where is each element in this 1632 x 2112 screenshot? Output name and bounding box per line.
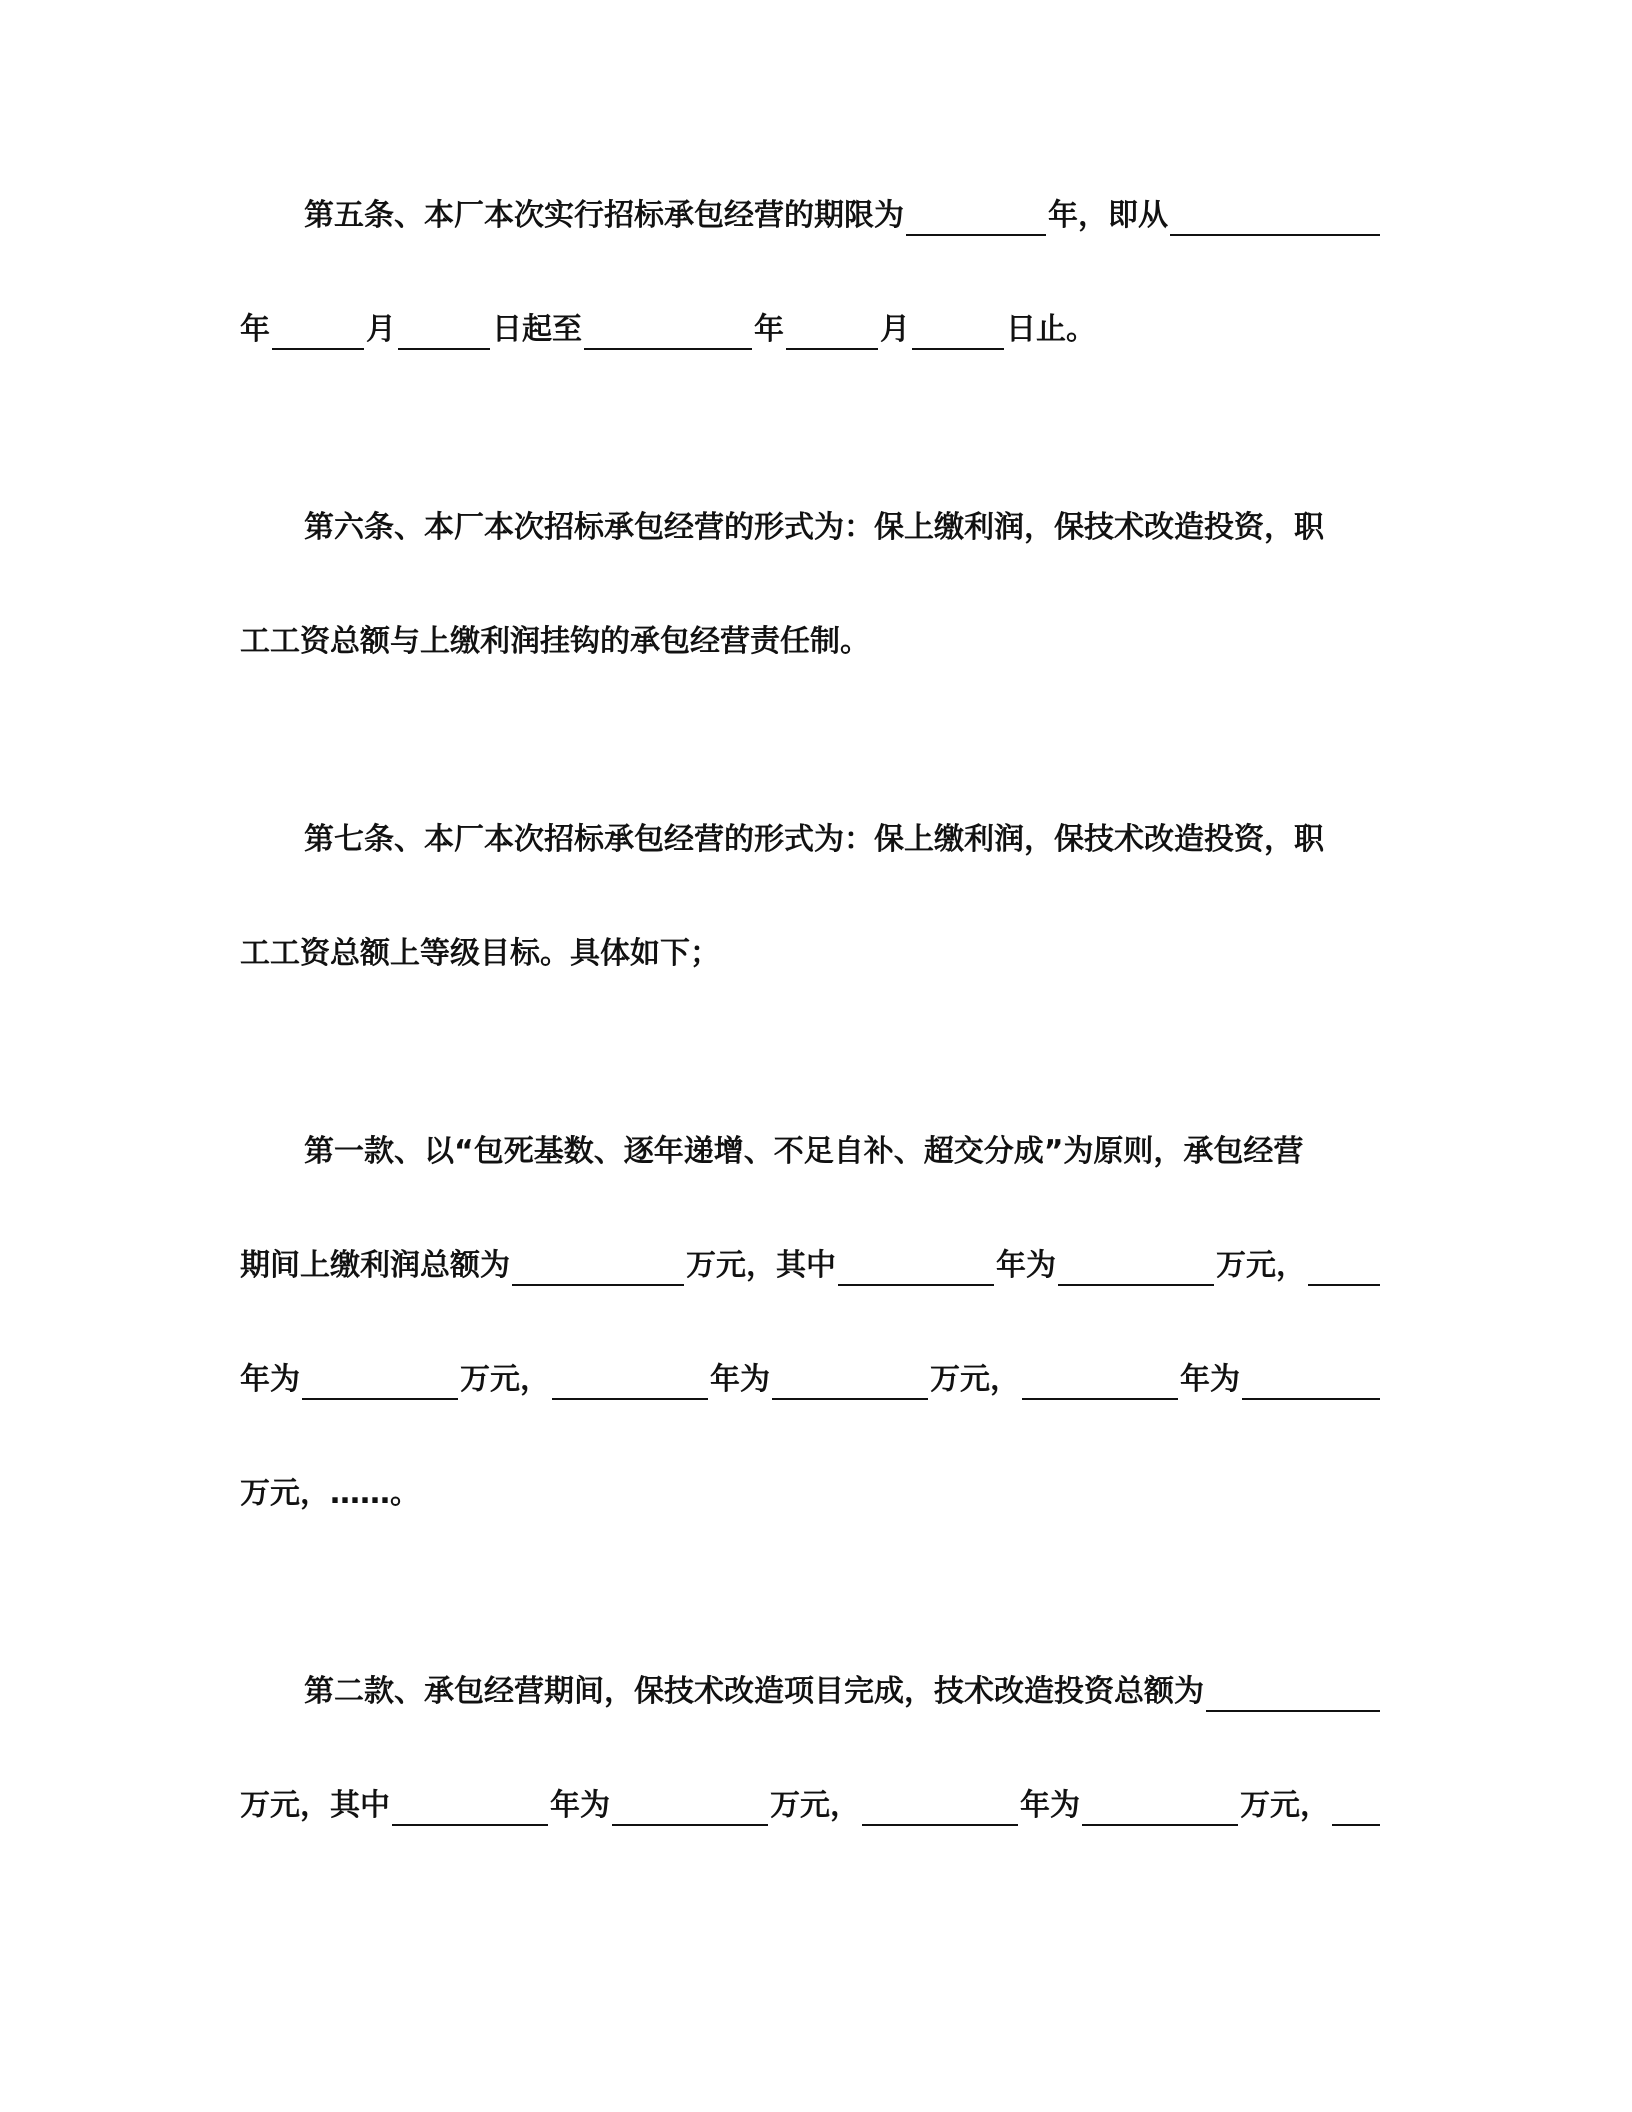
text-segment: 万元，: [1240, 1788, 1330, 1823]
text-segment: 工工资总额与上缴利润挂钩的承包经营责任制。: [240, 624, 870, 659]
text-segment: 日止。: [1006, 312, 1096, 347]
blank-field: [1206, 1680, 1380, 1712]
text-segment: 年为: [710, 1362, 770, 1397]
clause1-line3: [240, 1356, 1382, 1400]
text-segment: 第二款、承包经营期间，保技术改造项目完成，技术改造投资总额为: [304, 1674, 1204, 1709]
blank-field: [1332, 1794, 1380, 1826]
text-segment: 年: [240, 312, 270, 347]
text-segment: 万元，: [930, 1362, 1020, 1397]
text-segment: 第五条、本厂本次实行招标承包经营的期限为: [304, 198, 904, 233]
article7-line2: [240, 930, 1382, 974]
text-segment: 万元，: [1216, 1248, 1306, 1283]
text-segment: 万元，: [770, 1788, 860, 1823]
blank-field: [1242, 1368, 1380, 1400]
text-segment: 第七条、本厂本次招标承包经营的形式为：保上缴利润，保技术改造投资，职: [304, 822, 1324, 857]
blank-field: [302, 1368, 458, 1400]
text-segment: 第一款、以“包死基数、逐年递增、不足自补、超交分成”为原则，承包经营: [304, 1134, 1304, 1169]
clause1-line1: [240, 1128, 1382, 1172]
text-segment: 年为: [1180, 1362, 1240, 1397]
blank-field: [786, 318, 878, 350]
clause1-line2: [240, 1242, 1382, 1286]
text-segment: 年为: [240, 1362, 300, 1397]
text-segment: 年: [754, 312, 784, 347]
blank-field: [552, 1368, 708, 1400]
blank-field: [912, 318, 1004, 350]
text-segment: 月: [366, 312, 396, 347]
blank-field: [272, 318, 364, 350]
text-segment: 年为: [550, 1788, 610, 1823]
blank-field: [398, 318, 490, 350]
text-segment: 万元，……。: [240, 1476, 420, 1511]
blank-field: [612, 1794, 768, 1826]
article7-line1: [240, 816, 1382, 860]
blank-field: [862, 1794, 1018, 1826]
article5-line2: [240, 306, 1382, 350]
blank-field: [1170, 204, 1380, 236]
blank-field: [512, 1254, 684, 1286]
text-segment: 万元，: [460, 1362, 550, 1397]
text-segment: 万元，其中: [240, 1788, 390, 1823]
text-segment: 工工资总额上等级目标。具体如下；: [240, 936, 720, 971]
blank-field: [772, 1368, 928, 1400]
text-segment: 月: [880, 312, 910, 347]
text-segment: 年为: [996, 1248, 1056, 1283]
blank-field: [1058, 1254, 1214, 1286]
text-segment: 年，即从: [1048, 198, 1168, 233]
blank-field: [1308, 1254, 1380, 1286]
article6-line1: [240, 504, 1382, 548]
blank-field: [1082, 1794, 1238, 1826]
text-segment: 期间上缴利润总额为: [240, 1248, 510, 1283]
blank-field: [838, 1254, 994, 1286]
blank-field: [906, 204, 1046, 236]
clause2-line2: [240, 1782, 1382, 1826]
text-segment: 第六条、本厂本次招标承包经营的形式为：保上缴利润，保技术改造投资，职: [304, 510, 1324, 545]
text-segment: 万元，其中: [686, 1248, 836, 1283]
blank-field: [1022, 1368, 1178, 1400]
blank-field: [584, 318, 752, 350]
text-segment: 日起至: [492, 312, 582, 347]
blank-field: [392, 1794, 548, 1826]
article6-line2: [240, 618, 1382, 662]
text-segment: 年为: [1020, 1788, 1080, 1823]
clause1-line4: [240, 1470, 1382, 1514]
clause2-line1: [240, 1668, 1382, 1712]
article5-line1: [240, 192, 1382, 236]
